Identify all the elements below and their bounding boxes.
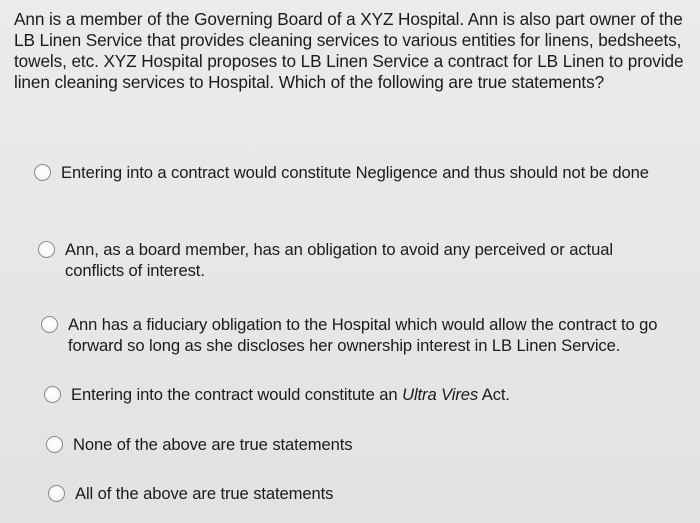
option-label-before: Entering into the contract would constitute an (71, 385, 403, 404)
radio-button[interactable] (46, 436, 63, 453)
option-label: Ann has a fiduciary obligation to the Hospital which would allow the contract to go forward so long as she discloses her ownership interest in LB Linen Service. (68, 315, 658, 355)
option-label: Entering into a contract would constitute Negligence and thus should not be done (61, 163, 649, 182)
option-label-italic: Ultra Vires (402, 385, 479, 404)
option-label-after: Act. (478, 385, 510, 404)
option-label: Ann, as a board member, has an obligation to avoid any perceived or actual conflicts of interest. (65, 240, 613, 280)
option-label: All of the above are true statements (75, 484, 334, 503)
answer-option-none-true[interactable] (46, 434, 666, 455)
option-label (71, 384, 510, 405)
answer-option-avoid-conflicts[interactable] (38, 239, 668, 281)
radio-button[interactable] (41, 316, 58, 333)
radio-button[interactable] (38, 241, 55, 258)
option-label: None of the above are true statements (73, 435, 353, 454)
question-text: Ann is a member of the Governing Board of a XYZ Hospital. Ann is also part owner of the LB Linen Service that provides cleaning services to various entities for linens, bedsheets, towels, etc. XYZ Hospital proposes to LB Linen Service a contract for LB Linen to provide linen cleaning services to Hospital. Which of the following are true statements? (14, 9, 684, 92)
answer-option-ultra-vires[interactable] (44, 384, 664, 405)
radio-button[interactable] (44, 386, 61, 403)
answer-option-negligence[interactable] (34, 162, 674, 183)
radio-button[interactable] (48, 485, 65, 502)
answer-option-all-true[interactable] (48, 483, 668, 504)
answer-option-fiduciary-disclosure[interactable] (41, 314, 681, 356)
radio-button[interactable] (34, 164, 51, 181)
